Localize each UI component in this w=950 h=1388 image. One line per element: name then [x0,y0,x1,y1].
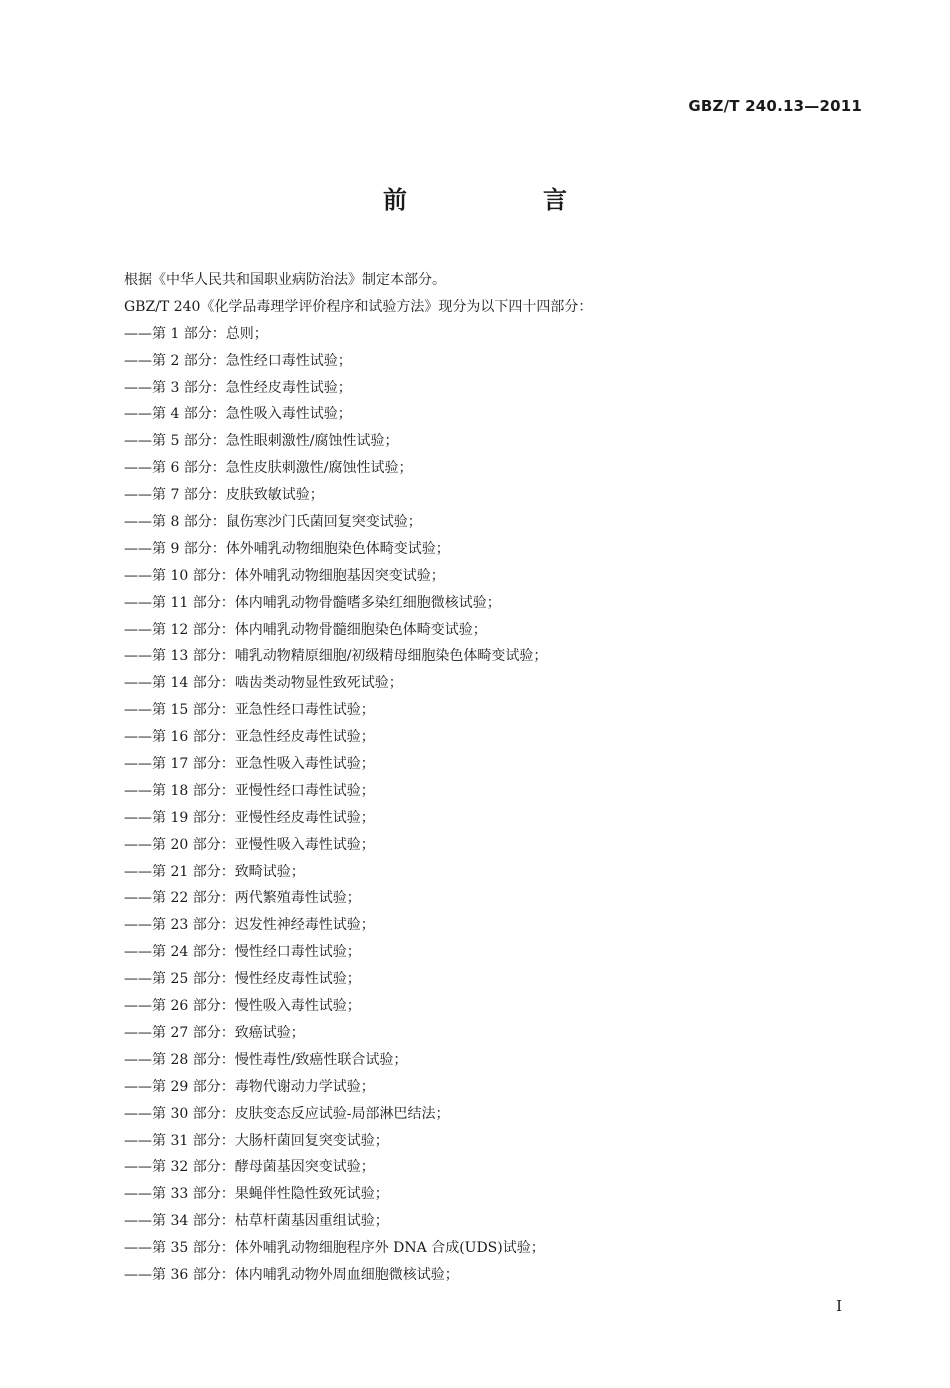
list-item: ——第 8 部分：鼠伤寒沙门氏菌回复突变试验； [124,514,422,531]
list-item: ——第 27 部分：致癌试验； [124,1024,305,1041]
list-item: ——第 21 部分：致畸试验； [124,863,305,880]
list-item: ——第 31 部分：大肠杆菌回复突变试验； [124,1132,389,1149]
list-item: ——第 7 部分：皮肤致敏试验； [124,487,324,504]
intro-paragraph: GBZ/T 240《化学品毒理学评价程序和试验方法》现分为以下四十四部分： [124,298,593,315]
parts-list [124,321,844,1289]
list-item: ——第 20 部分：亚慢性吸入毒性试验； [124,836,375,853]
list-item: ——第 3 部分：急性经皮毒性试验； [124,379,352,396]
list-item: ——第 6 部分：急性皮肤刺激性/腐蚀性试验； [124,460,413,477]
list-item: ——第 1 部分：总则； [124,325,268,342]
standard-code: GBZ/T 240.13—2011 [688,97,862,115]
list-item: ——第 34 部分：枯草杆菌基因重组试验； [124,1213,389,1230]
list-item: ——第 35 部分：体外哺乳动物细胞程序外 DNA 合成(UDS)试验； [124,1240,545,1257]
list-item: ——第 18 部分：亚慢性经口毒性试验； [124,782,375,799]
list-item: ——第 25 部分：慢性经皮毒性试验； [124,971,361,988]
list-item: ——第 15 部分：亚急性经口毒性试验； [124,702,375,719]
list-item: ——第 11 部分：体内哺乳动物骨髓嗜多染红细胞微核试验； [124,594,501,611]
list-item: ——第 33 部分：果蝇伴性隐性致死试验； [124,1186,389,1203]
list-item: ——第 32 部分：酵母菌基因突变试验； [124,1159,375,1176]
list-item: ——第 28 部分：慢性毒性/致癌性联合试验； [124,1051,408,1068]
list-item: ——第 19 部分：亚慢性经皮毒性试验； [124,809,375,826]
page-number: I [836,1297,842,1315]
list-item: ——第 4 部分：急性吸入毒性试验； [124,406,352,423]
list-item: ——第 9 部分：体外哺乳动物细胞染色体畸变试验； [124,540,450,557]
list-item: ——第 30 部分：皮肤变态反应试验-局部淋巴结法； [124,1105,450,1122]
document-body [124,267,844,1289]
list-item: ——第 26 部分：慢性吸入毒性试验； [124,998,361,1015]
list-item: ——第 24 部分：慢性经口毒性试验； [124,944,361,961]
list-item: ——第 13 部分：哺乳动物精原细胞/初级精母细胞染色体畸变试验； [124,648,548,665]
list-item: ——第 22 部分：两代繁殖毒性试验； [124,890,361,907]
intro-paragraph: 根据《中华人民共和国职业病防治法》制定本部分。 [124,272,446,288]
list-item: ——第 23 部分：迟发性神经毒性试验； [124,917,375,934]
list-item: ——第 17 部分：亚急性吸入毒性试验； [124,756,375,773]
list-item: ——第 2 部分：急性经口毒性试验； [124,352,352,369]
list-item: ——第 16 部分：亚急性经皮毒性试验； [124,729,375,746]
list-item: ——第 12 部分：体内哺乳动物骨髓细胞染色体畸变试验； [124,621,487,638]
list-item: ——第 29 部分：毒物代谢动力学试验； [124,1078,375,1095]
list-item: ——第 10 部分：体外哺乳动物细胞基因突变试验； [124,567,445,584]
list-item: ——第 14 部分：啮齿类动物显性致死试验； [124,675,403,692]
page-title: 前 言 [383,186,623,214]
list-item: ——第 5 部分：急性眼刺激性/腐蚀性试验； [124,433,399,450]
list-item: ——第 36 部分：体内哺乳动物外周血细胞微核试验； [124,1266,459,1283]
